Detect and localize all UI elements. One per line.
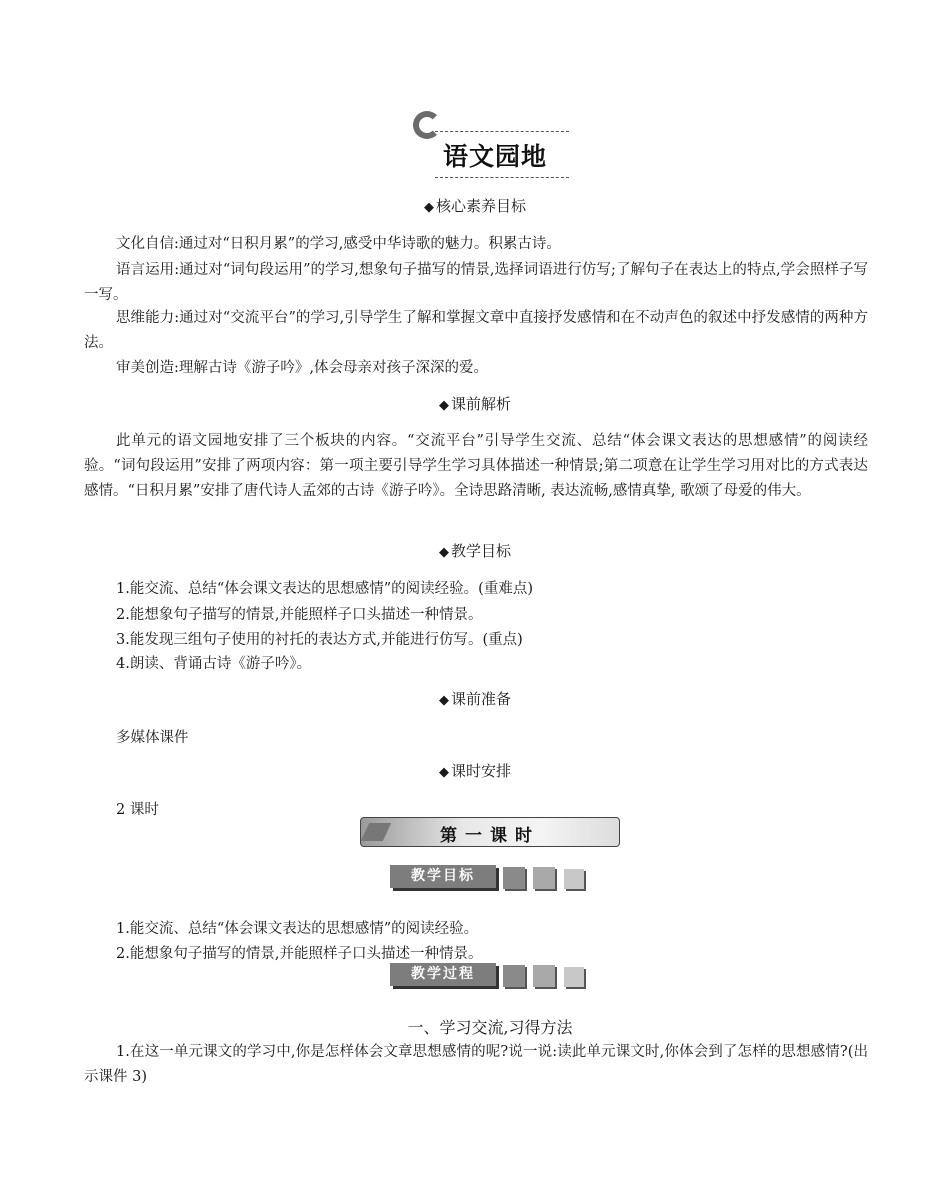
teaching-goal-1: 1.能交流、总结“体会课文表达的思想感情”的阅读经验。(重难点) <box>116 581 533 597</box>
tag-teaching-process-label: 教学过程 <box>390 963 496 986</box>
core-goal-1: 文化自信:通过对“日积月累”的学习,感受中华诗歌的魅力。积累古诗。 <box>116 236 561 252</box>
process-section-title: 一、学习交流,习得方法 <box>407 1018 573 1037</box>
title-ring-icon <box>413 111 441 139</box>
lesson-goal-2: 2.能想象句子描写的情景,并能照样子口头描述一种情景。 <box>116 946 483 962</box>
preparation-text: 多媒体课件 <box>116 730 189 746</box>
heading-schedule <box>0 760 950 781</box>
title-divider-bottom <box>435 177 569 178</box>
heading-analysis <box>0 393 950 414</box>
heading-schedule-text: 课时安排 <box>450 762 511 780</box>
heading-analysis-text: 课前解析 <box>450 395 511 413</box>
title-block <box>413 111 573 183</box>
title-divider-top <box>435 131 569 132</box>
teaching-goal-3: 3.能发现三组句子使用的衬托的表达方式,并能进行仿写。(重点) <box>116 632 523 648</box>
heading-teaching-goals-text: 教学目标 <box>450 542 511 560</box>
teaching-goal-4: 4.朗读、背诵古诗《游子吟》。 <box>116 656 312 672</box>
tag-teaching-goals <box>390 865 590 891</box>
process-item-1: 1.在这一单元课文的学习中,你是怎样体会文章思想感情的呢?说一说:读此单元课文时,你体会到了怎样的思想感情?(出示课件 3) <box>84 1044 868 1085</box>
lesson-banner <box>360 817 620 847</box>
diamond-icon: ◆ <box>438 398 449 413</box>
heading-core-goals-text: 核心素养目标 <box>435 197 526 215</box>
heading-preparation-text: 课前准备 <box>450 690 511 708</box>
diamond-icon: ◆ <box>438 765 449 780</box>
analysis-paragraph: 此单元的语文园地安排了三个板块的内容。“交流平台”引导学生交流、总结“体会课文表达的思想感情”的阅读经验。“词句段运用”安排了两项内容：第一项主要引导学生学习具体描述一种情景;第二项意在让学生学习用对比的方式表达感情。“日积月累”安排了唐代诗人孟郊的古诗《游子吟》。全诗思路清晰, 表达流畅,感情真挚, 歌颂了母爱的伟大。 <box>84 433 868 499</box>
teaching-goal-2: 2.能想象句子描写的情景,并能照样子口头描述一种情景。 <box>116 607 483 623</box>
tag-square-dark <box>503 867 525 889</box>
diamond-icon: ◆ <box>423 200 434 215</box>
tag-teaching-goals-label: 教学目标 <box>390 865 496 888</box>
heading-preparation <box>0 688 950 709</box>
diamond-icon: ◆ <box>438 545 449 560</box>
core-goal-3: 思维能力:通过对“交流平台”的学习,引导学生了解和掌握文章中直接抒发感情和在不动声色的叙述中抒发感情的两种方法。 <box>84 310 868 351</box>
lesson-banner-text: 第一课时 <box>440 826 540 846</box>
lesson-goal-1: 1.能交流、总结“体会课文表达的思想感情”的阅读经验。 <box>116 921 479 937</box>
tag-square-light <box>564 869 584 889</box>
core-goal-4: 审美创造:理解古诗《游子吟》,体会母亲对孩子深深的爱。 <box>116 360 488 376</box>
diamond-icon: ◆ <box>438 693 449 708</box>
tag-square-mid <box>533 965 555 987</box>
tag-square-light <box>564 967 584 987</box>
schedule-text: 2 课时 <box>116 802 159 818</box>
tag-teaching-process <box>390 963 590 989</box>
core-goal-2: 语言运用:通过对“词句段运用”的学习,想象句子描写的情景,选择词语进行仿写;了解句子在表达上的特点,学会照样子写一写。 <box>84 262 868 303</box>
tag-square-dark <box>503 965 525 987</box>
heading-teaching-goals <box>0 540 950 561</box>
heading-core-goals <box>0 195 950 216</box>
tag-square-mid <box>533 867 555 889</box>
page-title: 语文园地 <box>443 142 548 171</box>
